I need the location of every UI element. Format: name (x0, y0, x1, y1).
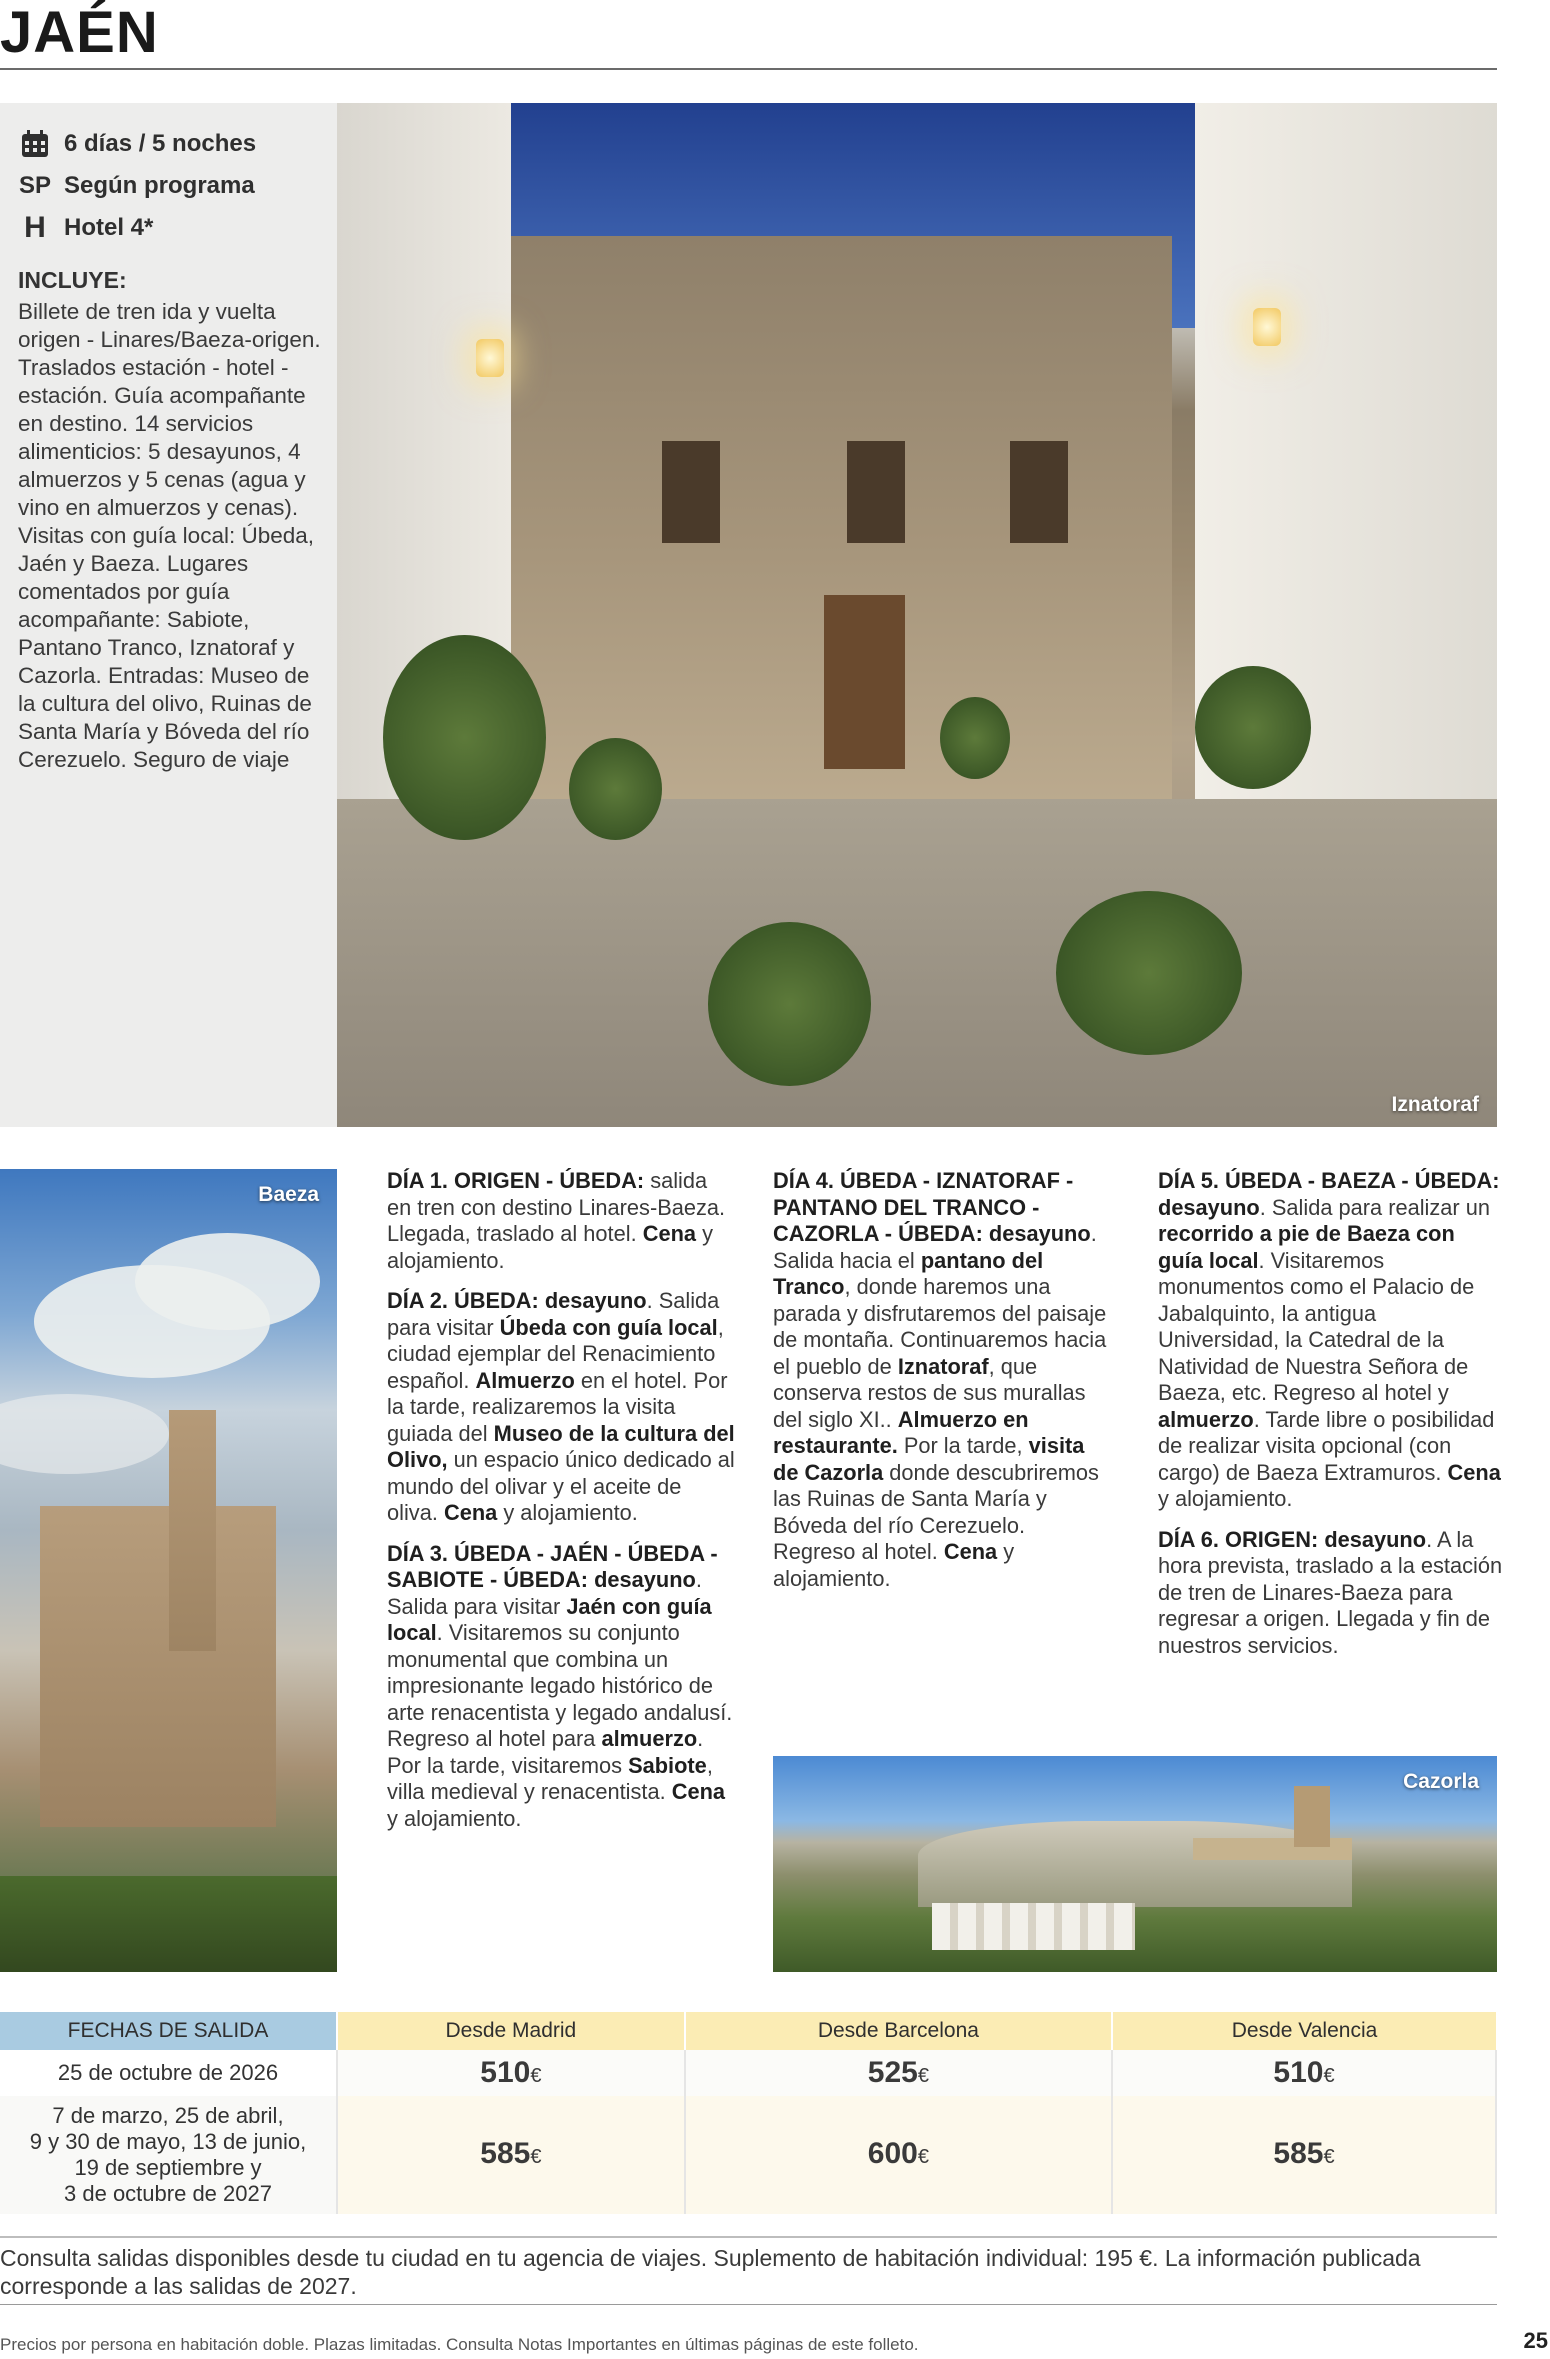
date-line: 3 de octubre de 2027 (64, 2181, 272, 2206)
plants (708, 922, 870, 1086)
day-highlight: pantano del Tranco (773, 1247, 1044, 1299)
currency-symbol: € (917, 2065, 929, 2087)
price-table (0, 2012, 1497, 2214)
duration-row (18, 123, 321, 165)
currency-symbol: € (530, 2065, 542, 2087)
day-text: y alojamiento. (387, 1805, 522, 1831)
day-text: salida en tren con destino Linares-Baeza. Llegada, traslado al hotel. (387, 1168, 726, 1246)
day-highlight: Cena (671, 1779, 726, 1804)
day-title: DÍA 4. ÚBEDA - IZNATORAF - PANTANO DEL TRANCO - CAZORLA - ÚBEDA: desayuno (773, 1168, 1091, 1246)
castle-tower (1294, 1786, 1330, 1846)
day-text: , que conserva restos de sus murallas del siglo XI.. (773, 1353, 1086, 1432)
day-text: y alojamiento. (1158, 1486, 1293, 1511)
date-line: 19 de septiembre y (74, 2155, 262, 2180)
itinerary-day-5 (1158, 1168, 1503, 1513)
itinerary-day-4 (773, 1168, 1113, 1592)
cobbled-square (337, 799, 1497, 1127)
day-highlight: Cena (943, 1539, 998, 1564)
day-highlight: recorrido a pie de Baeza con guía local (1158, 1221, 1455, 1273)
incluye-text: Billete de tren ida y vuelta origen - Linares/Baeza-origen. Traslados estación - hotel - estación. Guía acompañante en destino. 14 servicios alimenticios: 5 desayunos, 4 almuerzos y 5 cenas (agua y vino en almuerzos y cenas). Visitas con guía local: Úbeda, Jaén y Baeza. Lugares comentados por guía acompañante: Sabiote, Pantano Tranco, Iznatoraf y Cazorla. Entradas: Museo de la cultura del olivo, Ruinas de Santa María y Bóveda del río Cerezuelo. Seguro de viaje (18, 299, 321, 772)
price-madrid (337, 2050, 685, 2096)
day-title: DÍA 6. ORIGEN: desayuno (1158, 1526, 1427, 1552)
date-line: 7 de marzo, 25 de abril, (52, 2103, 284, 2128)
itinerary-column-3 (1158, 1168, 1503, 1673)
day-text: y alojamiento. (773, 1539, 1015, 1591)
day-text: un espacio único dedicado al mundo del olivar y el aceite de oliva. (387, 1447, 735, 1525)
day-highlight: almuerzo (1158, 1406, 1254, 1432)
baeza-photo (0, 1169, 337, 1972)
footnote-divider (0, 2304, 1497, 2305)
price-value: 600 (867, 2136, 918, 2170)
mountain (918, 1821, 1352, 1907)
day-highlight: Almuerzo (475, 1367, 575, 1393)
itinerary-day-1 (387, 1168, 735, 1274)
notice-text: Consulta salidas disponibles desde tu ciudad en tu agencia de viajes. Suplemento de habitación individual: 195 €. La información publicada corresponde a las salidas de 2027. (0, 2245, 1421, 2299)
day-text: . Salida hacia el (773, 1221, 1097, 1273)
cloud (0, 1394, 169, 1474)
day-highlight: Cena (1447, 1459, 1501, 1485)
plants (1195, 666, 1311, 789)
iznatoraf-photo (337, 103, 1497, 1127)
day-highlight: almuerzo (601, 1726, 698, 1751)
plants (569, 738, 662, 840)
day-text: . Salida para visitar (387, 1288, 720, 1340)
notice-divider (0, 2236, 1497, 2238)
day-text: donde descubriremos las Ruinas de Santa María y Bóveda del río Cerezuelo. Regreso al hotel. (773, 1459, 1099, 1564)
wooden-door (824, 595, 905, 769)
itinerary-column-2 (773, 1168, 1113, 1606)
duration-text: 6 días / 5 noches (64, 130, 257, 157)
currency-symbol: € (530, 2145, 542, 2168)
day-highlight: Jaén con guía local (387, 1593, 712, 1645)
day-highlight: Cena (642, 1221, 697, 1246)
day-highlight: visita de Cazorla (773, 1433, 1085, 1485)
hedge (0, 1876, 337, 1972)
itinerary-column-1 (387, 1168, 735, 1846)
day-highlight: Sabiote (628, 1752, 707, 1778)
day-text: , ciudad ejemplar del Renacimiento español. (387, 1314, 724, 1393)
day-text: en el hotel. Por la tarde, realizaremos la visita guiada del (387, 1367, 728, 1446)
day-text: , villa medieval y renacentista. (387, 1752, 713, 1804)
hotel-icon: H (24, 211, 46, 244)
street-lamp (1253, 308, 1281, 346)
program-code-icon: SP (18, 172, 51, 199)
day-text: . Salida para visitar (387, 1567, 702, 1619)
itinerary-day-6 (1158, 1527, 1503, 1660)
cazorla-photo (773, 1756, 1497, 1972)
header-madrid: Desde Madrid (337, 2012, 685, 2050)
day-text: . Salida para realizar un (1259, 1194, 1490, 1220)
calendar-icon (18, 129, 52, 159)
bell-tower (169, 1410, 216, 1651)
church (40, 1506, 276, 1827)
table-row (0, 2050, 1496, 2096)
price-barcelona (685, 2050, 1112, 2096)
plants (940, 697, 1010, 779)
white-village (932, 1903, 1135, 1951)
price-value: 585 (1273, 2136, 1324, 2170)
info-panel (0, 103, 337, 1127)
day-text: . A la hora prevista, traslado a la estación de tren de Linares-Baeza para regresar a origen. Llegada y fin de nuestros servicios. (1158, 1526, 1503, 1658)
day-text: Por la tarde, (897, 1433, 1029, 1458)
header-barcelona: Desde Barcelona (685, 2012, 1112, 2050)
program-row (18, 165, 321, 207)
price-madrid (337, 2096, 685, 2214)
price-barcelona (685, 2096, 1112, 2214)
day-highlight: Museo de la cultura del Olivo, (387, 1420, 735, 1472)
page-number: 25 (1523, 2328, 1548, 2353)
departure-dates (0, 2096, 337, 2214)
price-value: 510 (480, 2056, 531, 2089)
title-divider (0, 68, 1497, 70)
date-line: 9 y 30 de mayo, 13 de junio, (29, 2129, 307, 2154)
price-valencia (1112, 2096, 1496, 2214)
currency-symbol: € (1323, 2145, 1335, 2168)
cloud (135, 1233, 320, 1329)
price-table-header (0, 2012, 1496, 2050)
price-value: 525 (867, 2056, 918, 2089)
window (1010, 441, 1068, 543)
street-lamp (476, 339, 504, 377)
day-title: DÍA 3. ÚBEDA - JAÉN - ÚBEDA - SABIOTE - ÚBEDA: desayuno (387, 1540, 718, 1592)
plants (1056, 891, 1242, 1055)
footnote: Precios por persona en habitación doble. Plazas limitadas. Consulta Notas Importantes en últimas páginas de este folleto. (0, 2335, 919, 2354)
price-valencia (1112, 2050, 1496, 2096)
hotel-row (18, 207, 321, 249)
window (662, 441, 720, 543)
window (847, 441, 905, 543)
currency-symbol: € (1323, 2065, 1335, 2087)
photo-caption-cazorla: Cazorla (1403, 1770, 1479, 1793)
day-text: . Tarde libre o posibilidad de realizar visita opcional (con cargo) de Baeza Extramuros. (1158, 1406, 1495, 1485)
day-text: . Por la tarde, visitaremos (387, 1726, 704, 1778)
table-row (0, 2096, 1496, 2214)
price-value: 510 (1273, 2056, 1324, 2089)
day-text: . Visitaremos su conjunto monumental que combina un impresionante legado histórico de arte renacentista y legado andalusí. Regreso al hotel para (387, 1620, 733, 1751)
photo-caption-iznatoraf: Iznatoraf (1391, 1093, 1479, 1116)
day-highlight: Cena (443, 1500, 498, 1525)
program-text: Según programa (64, 172, 255, 199)
departure-dates: 25 de octubre de 2026 (0, 2050, 337, 2096)
itinerary-day-2 (387, 1288, 735, 1527)
price-value: 585 (480, 2136, 531, 2170)
itinerary-day-3 (387, 1541, 735, 1833)
day-highlight: Úbeda con guía local (499, 1314, 718, 1340)
currency-symbol: € (917, 2145, 929, 2168)
day-title: DÍA 2. ÚBEDA: desayuno (387, 1288, 647, 1313)
plants (383, 635, 545, 840)
day-highlight: Almuerzo en restaurante. (773, 1406, 1029, 1458)
day-text: , donde haremos una parada y disfrutaremos del paisaje de montaña. Continuaremos hacia el pueblo de (773, 1274, 1107, 1379)
page-title: JAÉN (0, 0, 159, 65)
header-fechas: FECHAS DE SALIDA (0, 2012, 337, 2050)
photo-caption-baeza: Baeza (258, 1183, 319, 1206)
day-title: DÍA 5. ÚBEDA - BAEZA - ÚBEDA: desayuno (1158, 1168, 1500, 1220)
day-highlight: Iznatoraf (897, 1353, 989, 1379)
day-text: . Visitaremos monumentos como el Palacio de Jabalquinto, la antigua Universidad, la Catedral de la Natividad de Nuestra Señora de Baeza, etc. Regreso al hotel y (1158, 1247, 1475, 1405)
hotel-text: Hotel 4* (64, 214, 154, 241)
day-title: DÍA 1. ORIGEN - ÚBEDA: (387, 1168, 645, 1193)
incluye-heading: INCLUYE: (18, 267, 127, 293)
day-text: y alojamiento. (497, 1500, 638, 1525)
header-valencia: Desde Valencia (1112, 2012, 1496, 2050)
day-text: y alojamiento. (387, 1221, 713, 1273)
